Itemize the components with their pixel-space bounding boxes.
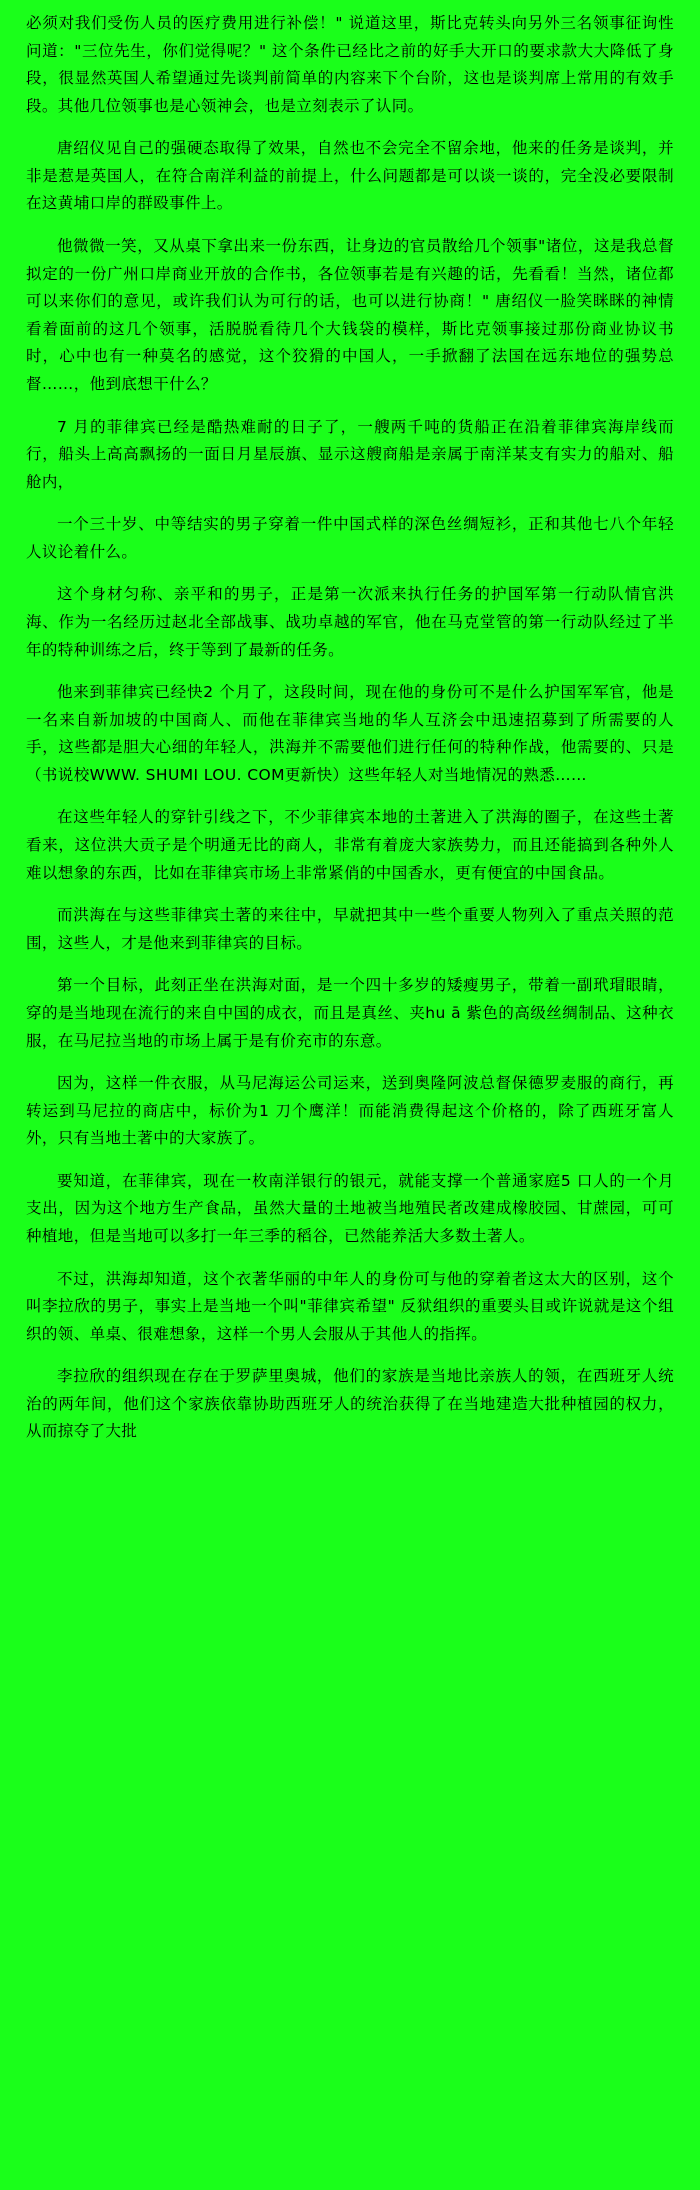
paragraph: 他微微一笑，又从桌下拿出来一份东西，让身边的官员散给几个领事"诸位，这是我总督拟定的一份广州口岸商业开放的合作书，各位领事若是有兴趣的话，先看看！当然，诸位都可以来你们的意见，或许我们认为可行的话，也可以进行协商！" 唐绍仪一脸笑眯眯的神情看着面前的这几个领事，活脱脱看待几个大钱袋的模样，斯比克领事接过那份商业协议书时，心中也有一种莫名的感觉，这个狡猾的中国人，一手掀翻了法国在远东地位的强势总督……，他到底想干什么？ — [26, 237, 674, 393]
paragraph: 一个三十岁、中等结实的男子穿着一件中国式样的深色丝绸短衫，正和其他七八个年轻人议论着什么。 — [26, 515, 674, 561]
paragraph: 在这些年轻人的穿针引线之下，不少菲律宾本地的土著进入了洪海的圈子，在这些土著看来，这位洪大贡子是个明通无比的商人，非常有着庞大家族势力，而且还能搞到各种外人难以想象的东西，比如在菲律宾市场上非常紧俏的中国香水，更有便宜的中国食品。 — [26, 808, 674, 882]
paragraph: 7 月的菲律宾已经是酷热难耐的日子了，一艘两千吨的货船正在沿着菲律宾海岸线而行，船头上高高飘扬的一面日月星辰旗、显示这艘商船是亲属于南洋某支有实力的船对、船舱内， — [26, 417, 674, 491]
paragraph: 这个身材匀称、亲平和的男子，正是第一次派来执行任务的护国军第一行动队情官洪海、作为一名经历过赵北全部战事、战功卓越的军官，他在马克堂管的第一行动队经过了半年的特种训练之后，终于等到了最新的任务。 — [26, 585, 674, 659]
paragraph: 必须对我们受伤人员的医疗费用进行补偿！" 说道这里，斯比克转头向另外三名领事征询性问道："三位先生，你们觉得呢？" 这个条件已经比之前的好手大开口的要求款大大降低了身段，很显然英国人希望通过先谈判前简单的内容来下个台阶，这也是谈判席上常用的有效手段。其他几位领事也是心领神会，也是立刻表示了认同。 — [26, 14, 674, 115]
paragraph: 李拉欣的组织现在存在于罗萨里奥城，他们的家族是当地比亲族人的领，在西班牙人统治的两年间，他们这个家族依靠协助西班牙人的统治获得了在当地建造大批种植园的权力，从而掠夺了大批 — [26, 1367, 674, 1441]
paragraph: 而洪海在与这些菲律宾土著的来往中，早就把其中一些个重要人物列入了重点关照的范围，这些人，才是他来到菲律宾的目标。 — [26, 906, 674, 952]
paragraph: 第一个目标，此刻正坐在洪海对面，是一个四十多岁的矮瘦男子，带着一副玳瑁眼睛，穿的是当地现在流行的来自中国的成衣，而且是真丝、夹hu ā 紫色的高级丝绸制品、这种衣服，在马尼拉当地的市场上属于是有价充市的东意。 — [26, 976, 674, 1050]
paragraph: 不过，洪海却知道，这个衣著华丽的中年人的身份可与他的穿着者这太大的区别，这个叫李拉欣的男子，事实上是当地一个叫"菲律宾希望" 反狱组织的重要头目或许说就是这个组织的领、单桌、很难想象，这样一个男人会服从于其他人的指挥。 — [26, 1269, 674, 1343]
paragraph: 唐绍仪见自己的强硬态取得了效果，自然也不会完全不留余地，他来的任务是谈判，并非是惹是英国人，在符合南洋利益的前提上，什么问题都是可以谈一谈的，完全没必要限制在这黄埔口岸的群殴事件上。 — [26, 139, 674, 213]
paragraph: 他来到菲律宾已经快2 个月了，这段时间，现在他的身份可不是什么护国军军官，他是一名来自新加坡的中国商人、而他在菲律宾当地的华人互济会中迅速招募到了所需要的人手，这些都是胆大心细的年轻人，洪海并不需要他们进行任何的特种作战，他需要的、只是（书说校WWW. SHUMI LOU. COM更新快）这些年轻人对当地情况的熟悉…… — [26, 683, 674, 784]
paragraph: 因为，这样一件衣服，从马尼海运公司运来，送到奥隆阿波总督保德罗麦服的商行，再转运到马尼拉的商店中，标价为1 刀个鹰洋！而能消费得起这个价格的，除了西班牙富人外，只有当地土著中的大家族了。 — [26, 1074, 674, 1148]
paragraph: 要知道，在菲律宾，现在一枚南洋银行的银元，就能支撑一个普通家庭5 口人的一个月支出，因为这个地方生产食品，虽然大量的土地被当地殖民者改建成橡胶园、甘蔗园，可可种植地，但是当地可以多打一年三季的稻谷，已然能养活大多数土著人。 — [26, 1171, 674, 1245]
paragraph-clipped-container — [26, 1363, 674, 1461]
